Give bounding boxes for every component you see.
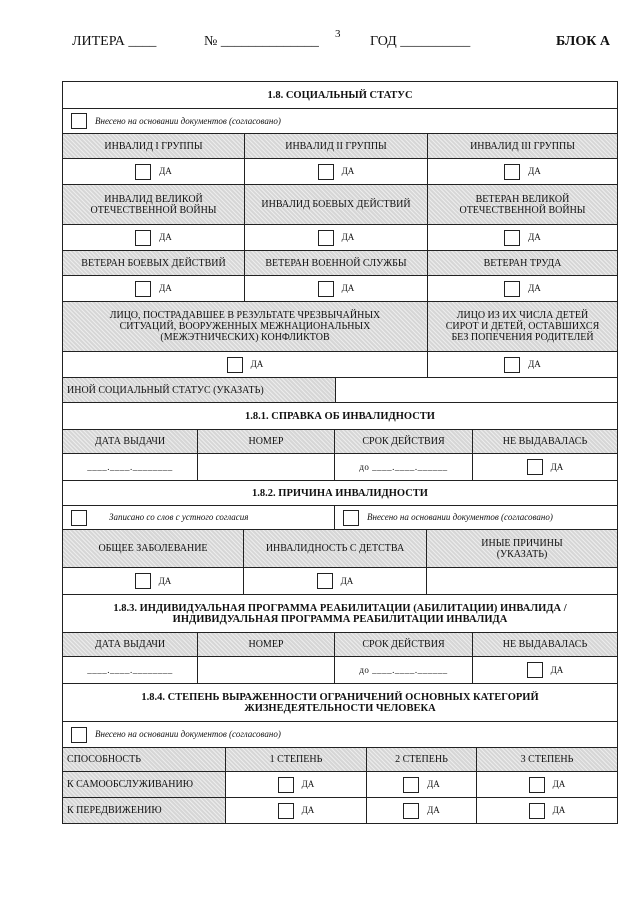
other-cause-input[interactable] — [427, 568, 617, 594]
cause-since-childhood: ИНВАЛИДНОСТЬ С ДЕТСТВА — [244, 530, 427, 567]
yes-label: ДА — [528, 283, 541, 293]
program-col-term: СРОК ДЕЙСТВИЯ — [335, 633, 473, 656]
mobility-degree-3-checkbox[interactable] — [529, 803, 545, 819]
limits-mobility: К ПЕРЕДВИЖЕНИЮ — [63, 798, 226, 823]
oral-consent-checkbox[interactable] — [71, 510, 87, 526]
yes-label: ДА — [158, 575, 172, 586]
combat-veteran-checkbox[interactable] — [135, 281, 151, 297]
litera-field: ЛИТЕРА ____ — [72, 34, 157, 49]
general-disease-checkbox[interactable] — [135, 573, 151, 589]
yes-label: ДА — [250, 359, 264, 369]
yes-label: ДА — [427, 779, 440, 789]
cert-col-not-issued: НЕ ВЫДАВАЛАСЬ — [473, 430, 617, 453]
status-military-veteran: ВЕТЕРАН ВОЕННОЙ СЛУЖБЫ — [245, 251, 428, 275]
yes-label: ДА — [341, 232, 355, 242]
cert-col-date: ДАТА ВЫДАЧИ — [63, 430, 198, 453]
program-col-date: ДАТА ВЫДАЧИ — [63, 633, 198, 656]
cert-col-term: СРОК ДЕЙСТВИЯ — [335, 430, 473, 453]
wwii-disabled-checkbox[interactable] — [135, 230, 151, 246]
basis-checkbox[interactable] — [71, 113, 87, 129]
cert-term-field[interactable]: до ____.____.______ — [335, 454, 473, 480]
yes-label: ДА — [301, 805, 315, 815]
limits-degree-1: 1 СТЕПЕНЬ — [226, 748, 367, 771]
self-care-degree-1-checkbox[interactable] — [278, 777, 294, 793]
yes-label: ДА — [550, 664, 564, 675]
cause-general-disease: ОБЩЕЕ ЗАБОЛЕВАНИЕ — [63, 530, 244, 567]
oral-consent-note: Записано со слов с устного согласия — [109, 512, 249, 522]
status-labor-veteran: ВЕТЕРАН ТРУДА — [428, 251, 617, 275]
combat-disabled-checkbox[interactable] — [318, 230, 334, 246]
yes-label: ДА — [301, 779, 315, 789]
number-field: № ______________ — [204, 34, 319, 49]
status-orphan: ЛИЦО ИЗ ИХ ЧИСЛА ДЕТЕЙ СИРОТ И ДЕТЕЙ, ОСТАВШИХСЯ БЕЗ ПОПЕЧЕНИЯ РОДИТЕЛЕЙ — [428, 302, 617, 351]
status-combat-veteran: ВЕТЕРАН БОЕВЫХ ДЕЙСТВИЙ — [63, 251, 245, 275]
limits-basis-note: Внесено на основании документов (согласовано) — [95, 729, 281, 739]
mobility-degree-1-checkbox[interactable] — [278, 803, 294, 819]
page-header — [72, 28, 610, 64]
status-combat-disabled: ИНВАЛИД БОЕВЫХ ДЕЙСТВИЙ — [245, 185, 428, 224]
basis-note: Внесено на основании документов (согласовано) — [95, 115, 281, 126]
labor-veteran-checkbox[interactable] — [504, 281, 520, 297]
yes-label: ДА — [159, 232, 172, 242]
yes-label: ДА — [341, 166, 355, 176]
wwii-veteran-checkbox[interactable] — [504, 230, 520, 246]
cert-number-field[interactable] — [198, 454, 335, 480]
yes-label: ДА — [528, 359, 541, 369]
basis-note-row — [63, 109, 617, 133]
status-disabled-2: ИНВАЛИД II ГРУППЫ — [245, 134, 428, 158]
yes-label: ДА — [340, 575, 354, 586]
disabled-2-checkbox[interactable] — [318, 164, 334, 180]
status-wwii-disabled: ИНВАЛИД ВЕЛИКОЙ ОТЕЧЕСТВЕННОЙ ВОЙНЫ — [63, 185, 245, 224]
yes-label: ДА — [341, 283, 355, 293]
social-status-form — [62, 81, 618, 824]
block-label: БЛОК А — [556, 34, 610, 49]
cert-col-number: НОМЕР — [198, 430, 335, 453]
yes-label: ДА — [552, 805, 566, 815]
program-col-number: НОМЕР — [198, 633, 335, 656]
limits-degree-2: 2 СТЕПЕНЬ — [367, 748, 477, 771]
limits-basis-checkbox[interactable] — [71, 727, 87, 743]
section-title-limits: 1.8.4. СТЕПЕНЬ ВЫРАЖЕННОСТИ ОГРАНИЧЕНИЙ ОСНОВНЫХ КАТЕГОРИЙ ЖИЗНЕДЕЯТЕЛЬНОСТИ ЧЕЛОВЕКА — [141, 691, 539, 714]
orphan-checkbox[interactable] — [504, 357, 520, 373]
yes-label: ДА — [427, 805, 440, 815]
yes-label: ДА — [552, 779, 566, 789]
other-status-label: ИНОЙ СОЦИАЛЬНЫЙ СТАТУС (УКАЗАТЬ) — [63, 378, 336, 402]
self-care-degree-2-checkbox[interactable] — [403, 777, 419, 793]
disabled-1-checkbox[interactable] — [135, 164, 151, 180]
yes-label: ДА — [159, 283, 172, 293]
cert-not-issued-checkbox[interactable] — [527, 459, 543, 475]
limits-self-care: К САМООБСЛУЖИВАНИЮ — [63, 772, 226, 797]
self-care-degree-3-checkbox[interactable] — [529, 777, 545, 793]
section-title-social: 1.8. СОЦИАЛЬНЫЙ СТАТУС — [267, 89, 413, 101]
program-date-field[interactable]: ____.____.________ — [63, 657, 198, 683]
status-disabled-3: ИНВАЛИД III ГРУППЫ — [428, 134, 617, 158]
yes-label: ДА — [528, 232, 541, 242]
since-childhood-checkbox[interactable] — [317, 573, 333, 589]
section-title-cause: 1.8.2. ПРИЧИНА ИНВАЛИДНОСТИ — [252, 487, 428, 499]
yes-label: ДА — [550, 461, 564, 472]
disabled-3-checkbox[interactable] — [504, 164, 520, 180]
program-col-not-issued: НЕ ВЫДАВАЛАСЬ — [473, 633, 617, 656]
program-term-field[interactable]: до ____.____.______ — [335, 657, 473, 683]
limits-degree-3: 3 СТЕПЕНЬ — [477, 748, 617, 771]
cert-date-field[interactable]: ____.____.________ — [63, 454, 198, 480]
program-not-issued-checkbox[interactable] — [527, 662, 543, 678]
section-title-program: 1.8.3. ИНДИВИДУАЛЬНАЯ ПРОГРАММА РЕАБИЛИТАЦИИ (АБИЛИТАЦИИ) ИНВАЛИДА / ИНДИВИДУАЛЬНАЯ ПРОГРАММА РЕАБИЛИТАЦИИ ИНВАЛИДА — [113, 602, 567, 625]
cause-docs-note: Внесено на основании документов (согласовано) — [367, 512, 553, 522]
limits-ability-header: СПОСОБНОСТЬ — [63, 748, 226, 771]
yes-label: ДА — [159, 166, 172, 176]
year-field: ГОД __________ — [370, 34, 471, 49]
program-number-field[interactable] — [198, 657, 335, 683]
other-status-input[interactable] — [336, 378, 617, 402]
status-emergency-victim: ЛИЦО, ПОСТРАДАВШЕЕ В РЕЗУЛЬТАТЕ ЧРЕЗВЫЧАЙНЫХ СИТУАЦИЙ, ВООРУЖЕННЫХ МЕЖНАЦИОНАЛЬНЫХ (МЕЖЭТНИЧЕСКИХ) КОНФЛИКТОВ — [63, 302, 428, 351]
section-title-certificate: 1.8.1. СПРАВКА ОБ ИНВАЛИДНОСТИ — [245, 410, 435, 422]
military-veteran-checkbox[interactable] — [318, 281, 334, 297]
status-disabled-1: ИНВАЛИД I ГРУППЫ — [63, 134, 245, 158]
cause-docs-checkbox[interactable] — [343, 510, 359, 526]
yes-label: ДА — [528, 166, 541, 176]
emergency-victim-checkbox[interactable] — [227, 357, 243, 373]
page-number: 3 — [335, 28, 341, 40]
status-wwii-veteran: ВЕТЕРАН ВЕЛИКОЙ ОТЕЧЕСТВЕННОЙ ВОЙНЫ — [428, 185, 617, 224]
cause-other: ИНЫЕ ПРИЧИНЫ (УКАЗАТЬ) — [427, 530, 617, 567]
mobility-degree-2-checkbox[interactable] — [403, 803, 419, 819]
